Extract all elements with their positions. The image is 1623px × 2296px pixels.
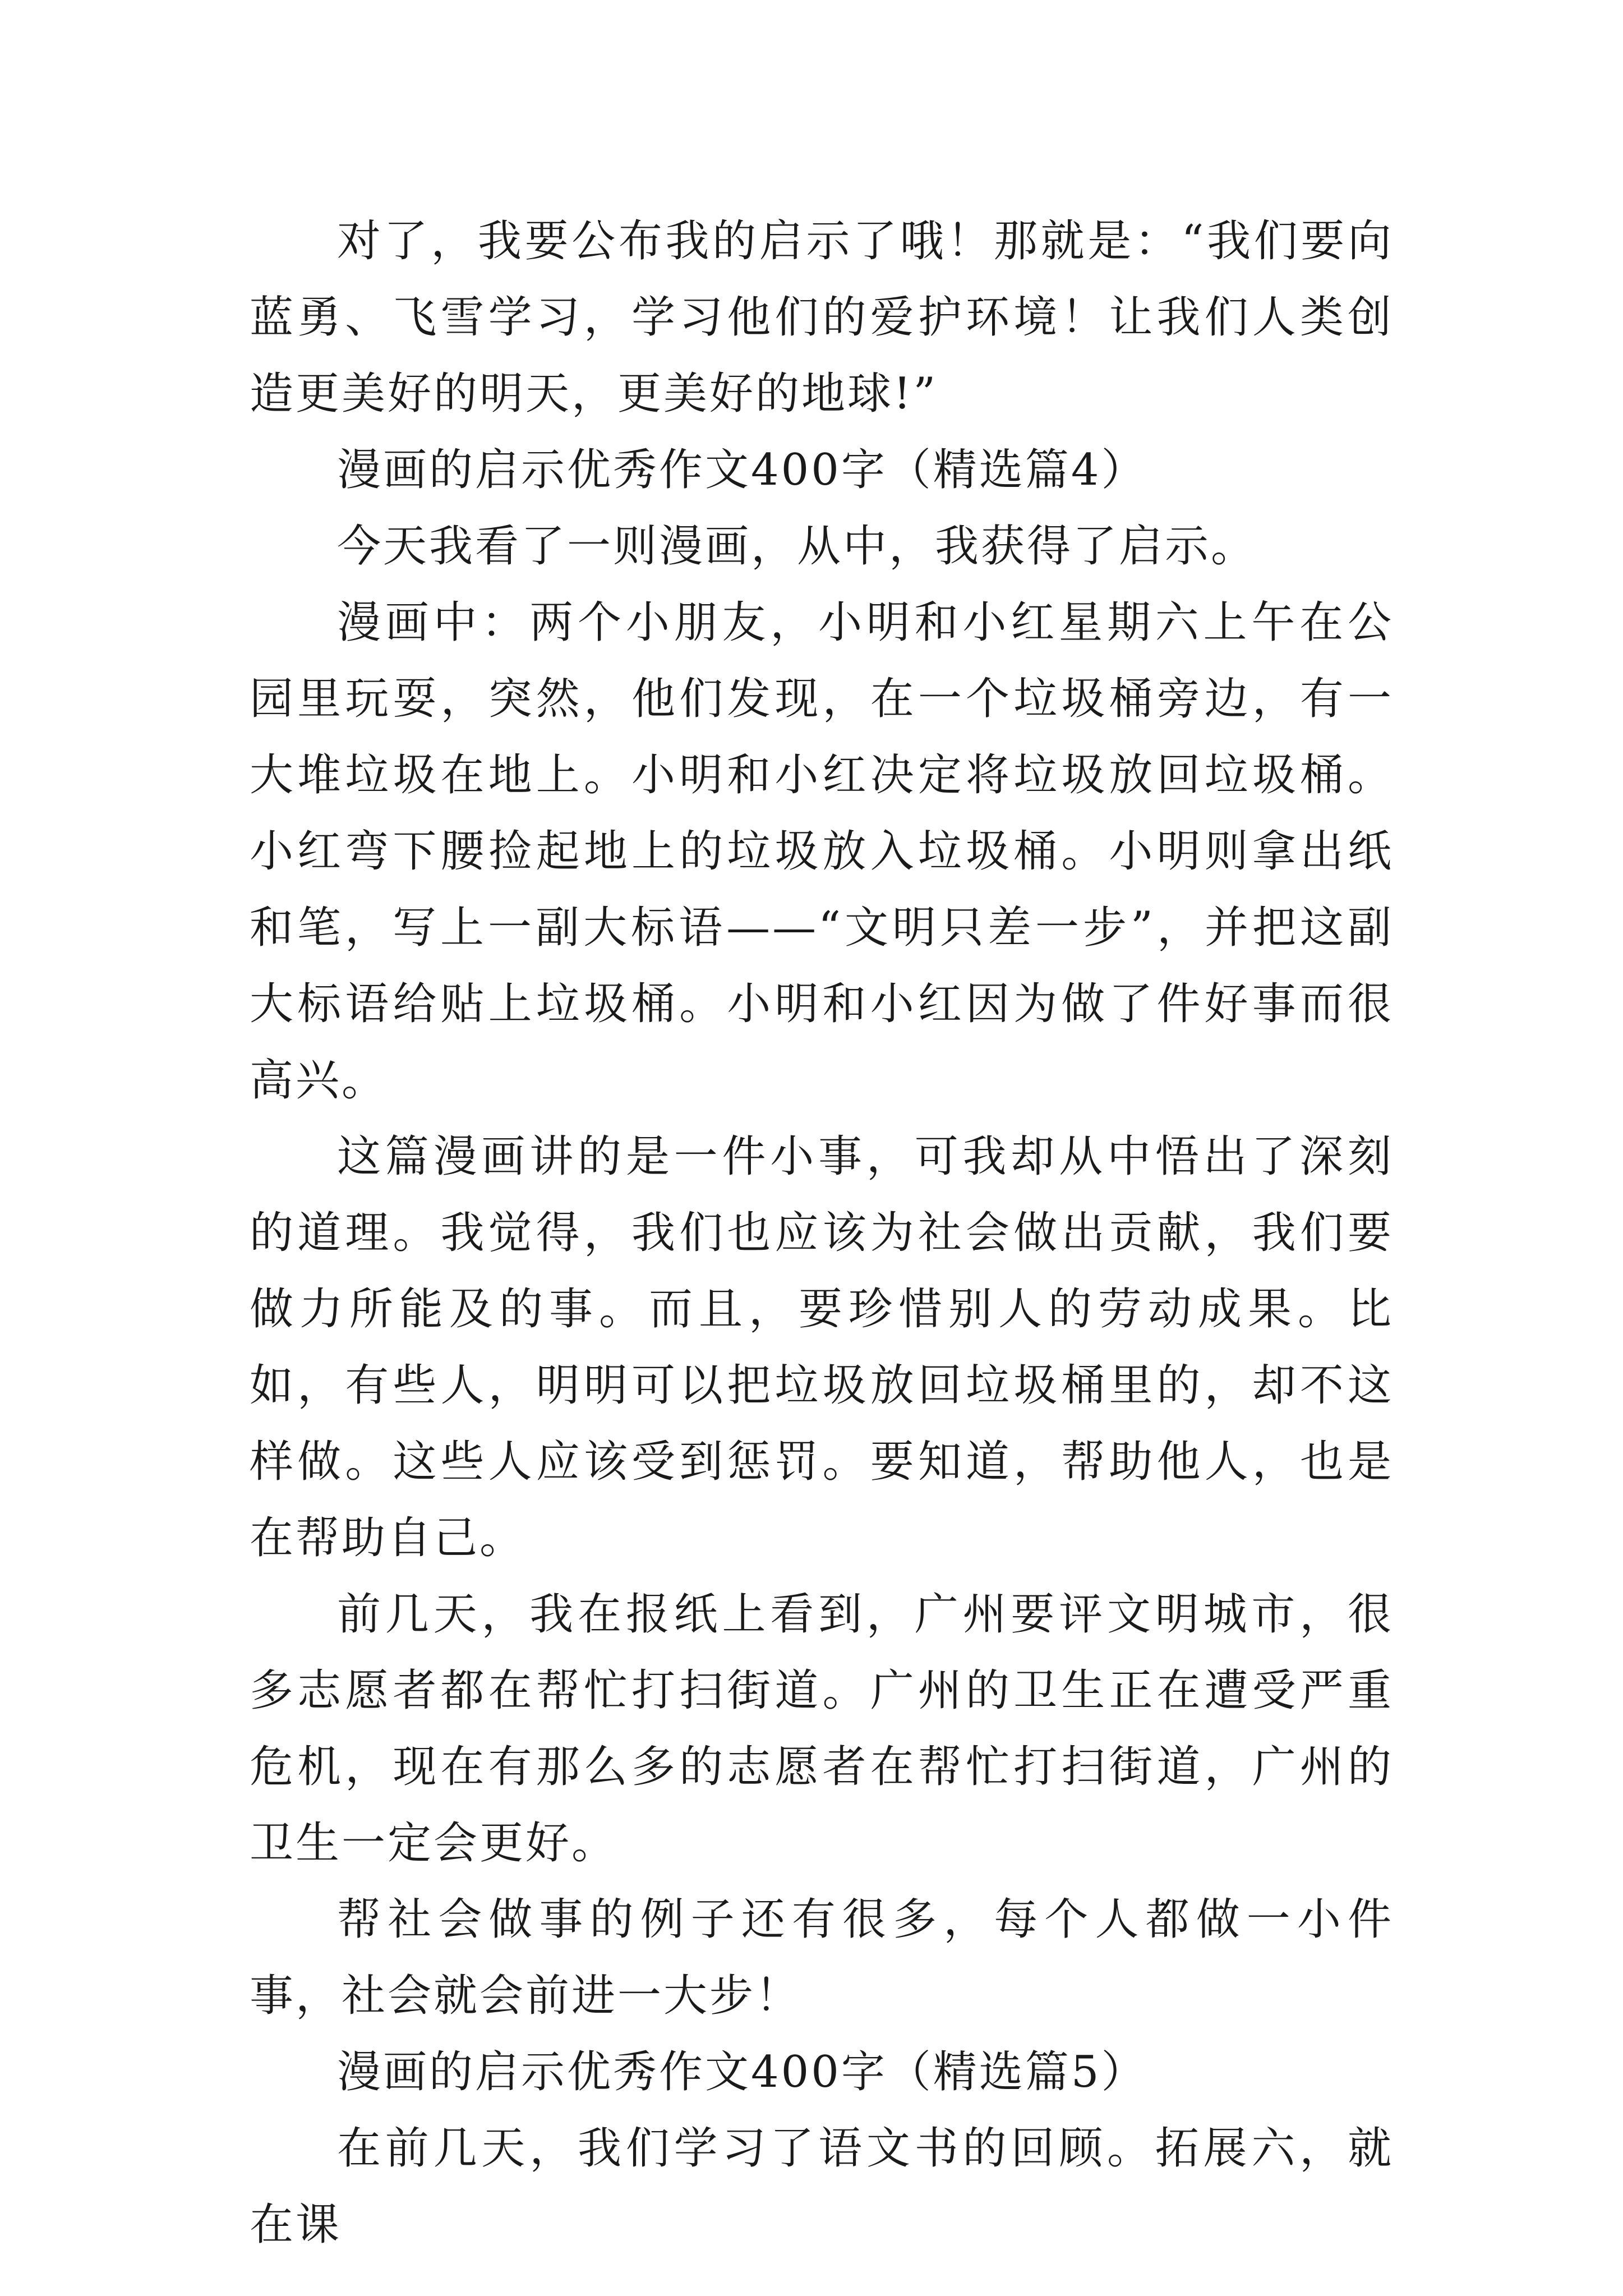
paragraph-comic-description: 漫画中：两个小朋友，小明和小红星期六上午在公园里玩耍，突然，他们发现，在一个垃圾桶旁边，有一大堆垃圾在地上。小明和小红决定将垃圾放回垃圾桶。小红弯下腰捡起地上的垃圾放入垃圾桶。小明则拿出纸和笔，写上一副大标语——“文明只差一步”，并把这副大标语给贴上垃圾桶。小明和小红因为做了件好事而很高兴。 (250, 597, 1394, 1106)
paragraph-conclusion: 帮社会做事的例子还有很多，每个人都做一小件事，社会就会前进一大步！ (250, 1894, 1394, 2021)
document-body (250, 203, 1394, 2263)
paragraph-essay5-start: 在前几天，我们学习了语文书的回顾。拓展六，就在课 (250, 2123, 1394, 2250)
paragraph-intro: 今天我看了一则漫画，从中，我获得了启示。 (337, 521, 1257, 572)
paragraph-reflection: 这篇漫画讲的是一件小事，可我却从中悟出了深刻的道理。我觉得，我们也应该为社会做出贡献，我们要做力所能及的事。而且，要珍惜别人的劳动成果。比如，有些人，明明可以把垃圾放回垃圾桶里的，却不这样做。这些人应该受到惩罚。要知道，帮助他人，也是在帮助自己。 (250, 1131, 1394, 1563)
section-heading-4: 漫画的启示优秀作文400字（精选篇4） (337, 445, 1147, 495)
section-heading-5: 漫画的启示优秀作文400字（精选篇5） (337, 2047, 1147, 2097)
paragraph-announcement: 对了，我要公布我的启示了哦！那就是：“我们要向蓝勇、飞雪学习，学习他们的爱护环境！让我们人类创造更美好的明天，更美好的地球!” (250, 216, 1394, 419)
paragraph-guangzhou: 前几天，我在报纸上看到，广州要评文明城市，很多志愿者都在帮忙打扫街道。广州的卫生正在遭受严重危机，现在有那么多的志愿者在帮忙打扫街道，广州的卫生一定会更好。 (250, 1589, 1394, 1869)
